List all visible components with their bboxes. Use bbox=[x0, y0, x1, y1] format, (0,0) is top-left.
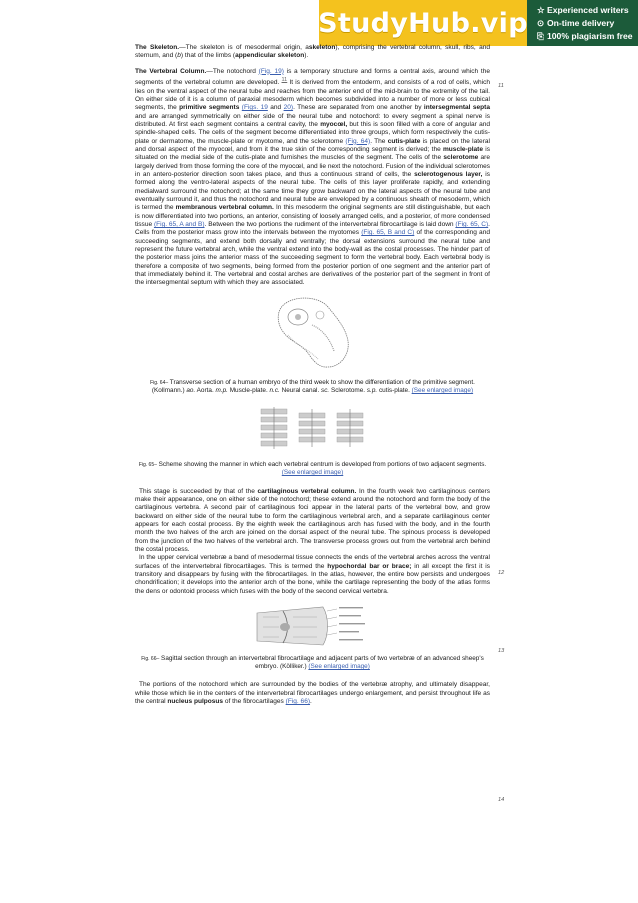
cartilaginous-paragraph: This stage is succeeded by that of the cartilaginous vertebral column. In the fourth week two cartilaginous centers make their appearance, one on either side of the notochord; these extend around the notochord and form the body of the cartilaginous vertebra. A second pair of cartilaginous foci appear in the lateral parts of the vertebral bow, and grow backward on either side of the neural tube to form the cartilaginous vertebral arch, and a separate cartilaginous center appears for each costal process. By the eighth week the cartilaginous arch has fused with the body, and in the fourth month the two halves of the arch are joined on the dorsal aspect of the neural tube. The spinous process is developed from the junction of the two halves of the vertebral arch. The transverse process grows out from the vertebral arch behind the costal process. bbox=[135, 487, 491, 554]
star-icon: ☆ bbox=[537, 4, 545, 15]
paragraph-number-13: 13 bbox=[498, 648, 505, 654]
hypochordal-paragraph: In the upper cervical vertebræ a band of mesodermal tissue connects the ends of the vertebral arches across the ventral surfaces of the intervertebral fibrocartilages. This is termed the hypochordal bar or brace; in all except the first it is transitory and disappears by fusing with the fibrocartilages. In the atlas, however, the entire bow persists and undergoes chondrification; it develops into the anterior arch of the bone, while the cartilage representing the body of the atlas forms the dens or odontoid process which fuses with the body of the second cervical vertebra. bbox=[135, 554, 490, 595]
clock-icon: ⊙ bbox=[537, 17, 545, 28]
figure-64-image[interactable] bbox=[268, 295, 358, 373]
figure-66-caption: Fig. 66– Sagittal section through an intervertebral fibrocartilage and adjacent parts of two vertebræ of an advanced sheep's embryo. (Kölliker.) (See enlarged image) bbox=[141, 655, 484, 671]
fig-65-ab-link[interactable]: (Fig. 65, A and B) bbox=[153, 221, 205, 229]
footnote-11-link[interactable]: 11 bbox=[281, 77, 288, 84]
figure-65 bbox=[135, 405, 490, 477]
fig-20-link[interactable]: 20) bbox=[283, 104, 294, 112]
document-body bbox=[135, 44, 490, 707]
fig-66-link[interactable]: (Fig. 66) bbox=[285, 698, 311, 706]
figure-66 bbox=[135, 603, 490, 671]
fig-64-link[interactable]: (Fig. 64) bbox=[345, 137, 371, 145]
fig-65-c-link[interactable]: (Fig. 65, C) bbox=[455, 221, 489, 229]
figure-65-caption: Fig. 65– Scheme showing the manner in which each vertebral centrum is developed from portions of two adjacent segments. (See enlarged image) bbox=[138, 461, 487, 477]
perk-writers: ☆ Experienced writers bbox=[537, 4, 629, 15]
promo-banner[interactable] bbox=[319, 0, 638, 46]
figure-64-caption: Fig. 64– Transverse section of a human embryo of the third week to show the differentiation of the primitive segment. (Kollmann.) ao. Aorta. m.p. Muscle-plate. n.c. Neural canal. sc. Sclerotome. s.p. cutis-plate. (See enlarged image) bbox=[150, 378, 475, 394]
notochord-paragraph: The portions of the notochord which are surrounded by the bodies of the vertebræ atrophy, and ultimately disappear, while those which lie in the centers of the intervertebral fibrocartilages undergo enlargement, and persist throughout life as the central nucleus pulposus of the fibrocartilages (Fig. 66). bbox=[135, 681, 490, 706]
fig-65-bc-link[interactable]: (Fig. 65, B and C) bbox=[361, 229, 415, 237]
fig-66-enlarged-link[interactable]: (See enlarged image) bbox=[308, 663, 370, 671]
figs-19-link[interactable]: (Figs. 19 bbox=[241, 104, 268, 112]
figure-65-image[interactable] bbox=[253, 405, 373, 455]
paragraph-number-12: 12 bbox=[498, 570, 505, 576]
paragraph-number-11: 11 bbox=[498, 83, 504, 89]
fig-65-enlarged-link[interactable]: (See enlarged image) bbox=[281, 469, 344, 477]
skeleton-paragraph: The Skeleton.—The skeleton is of mesodermal origin, askeleton), comprising the vertebral column, skull, ribs, and sternum, and (b) that of the limbs (appendicular skeleton). bbox=[135, 44, 490, 60]
figure-64 bbox=[135, 295, 490, 395]
paragraph-number-14: 14 bbox=[498, 797, 505, 803]
perk-plagiarism: ⎘ 100% plagiarism free bbox=[537, 30, 633, 41]
fig-64-enlarged-link[interactable]: (See enlarged image) bbox=[411, 387, 474, 394]
perks-list bbox=[527, 4, 638, 43]
brand-logo[interactable]: StudyHub.vip bbox=[319, 0, 527, 46]
figure-66-image[interactable] bbox=[253, 603, 373, 649]
vertebral-column-paragraph: The Vertebral Column.—The notochord (Fig. 19) is a temporary structure and forms a central axis, around which the segments of the vertebral column are developed. $^{11}$ It is derived from the entoderm, and consists of a rod of cells, which lies on the ventral aspect of the neural tube and reaches from the anterior end of the mid-brain to the extremity of the tail. On either side of it is a column of paraxial mesoderm which becomes subdivided into a number of more or less cubical segments, the primitive segments (Figs. 19 and 20). These are separated from one another by intersegmental septa and are arranged symmetrically on either side of the neural tube and notochord: to every segment a spinal nerve is distributed. At first each segment contains a central cavity, the myocœl, but this is soon filled with a core of angular and spindle-shaped cells. The cells of the segment become differentiated into three groups, which form respectively the cutis-plate or dermatome, the muscle-plate or myotome, and the sclerotome (Fig. 64). The cutis-plate is placed on the lateral and dorsal aspect of the myocœl, and from it the true skin of the corresponding segment is derived; the muscle-plate is situated on the medial side of the cutis-plate and furnishes the muscles of the segment. The cells of the sclerotome are largely derived from those forming the core of the myocœl, and lie next the notochord. Fusion of the individual sclerotomes in an antero-posterior direction soon takes place, and thus a continuous strand of cells, the sclerotogenous layer, is formed along the ventro-lateral aspects of the neural tube. The cells of this layer proliferate rapidly, and extending medialward surround the notochord; at the same time they grow backward on the lateral aspects of the neural tube and eventually surround it, and thus the notochord and neural tube are enveloped by a continuous sheath of mesoderm, which is termed the membranous vertebral column. In this mesoderm the original segments are still distinguishable, but each is now differentiated into two portions, an anterior, consisting of loosely arranged cells, and a posterior, of more condensed tissue (Fig. 65, A and B). Between the two portions the rudiment of the intervertebral fibrocartilage is laid down (Fig. 65, C). Cells from the posterior mass grow into the intervals between the myotomes (Fig. 65, B and C) of the corresponding and succeeding segments, and extend both dorsally and ventrally; the dorsal extensions surround the neural tube and represent the future vertebral arch, while the ventral extend into the body-wall as the costal processes. The hinder part of the posterior mass joins the anterior mass of the succeeding segment to form the vertebral body. Each vertebral body is therefore a composite of two segments, being formed from the posterior portion of one segment and the anterior part of that immediately behind it. The vertebral and costal arches are derivatives of the posterior part of the segment in front of the intersegmental septum with which they are associated. bbox=[135, 67, 491, 287]
fig-19-link[interactable]: (Fig. 19) bbox=[258, 67, 284, 75]
perk-delivery: ⊙ On-time delivery bbox=[537, 17, 615, 28]
copy-icon: ⎘ bbox=[537, 30, 544, 41]
